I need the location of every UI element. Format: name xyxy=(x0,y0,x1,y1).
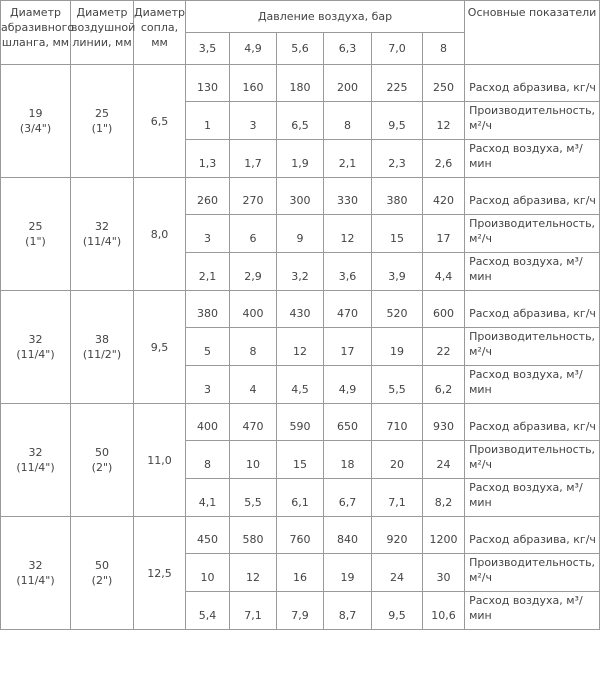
value-cell: 12 xyxy=(230,554,277,592)
air-line-diameter-cell xyxy=(71,517,134,630)
value-cell: 3,9 xyxy=(372,253,423,291)
indicator-label: Расход абразива, кг/ч xyxy=(465,291,600,328)
nozzle-diameter-cell: 8,0 xyxy=(134,178,186,291)
hose-diameter-cell xyxy=(1,178,71,291)
value-cell: 3 xyxy=(186,366,230,404)
value-cell: 590 xyxy=(277,404,324,441)
indicator-label: Расход абразива, кг/ч xyxy=(465,517,600,554)
header-main-indicators: Основные показатели xyxy=(465,1,600,65)
value-cell: 15 xyxy=(372,215,423,253)
value-cell: 5,4 xyxy=(186,592,230,630)
size-inches: (3/4") xyxy=(19,122,52,135)
value-cell: 17 xyxy=(423,215,465,253)
size-mm: 38 xyxy=(95,333,109,346)
size-inches: (11/4") xyxy=(16,574,55,587)
value-cell: 5,5 xyxy=(372,366,423,404)
value-cell: 30 xyxy=(423,554,465,592)
value-cell: 2,3 xyxy=(372,140,423,178)
pressure-value: 7,0 xyxy=(372,33,423,65)
value-cell: 6,5 xyxy=(277,102,324,140)
value-cell: 430 xyxy=(277,291,324,328)
air-line-diameter-cell xyxy=(71,291,134,404)
value-cell: 3 xyxy=(186,215,230,253)
table-row xyxy=(1,404,600,441)
value-cell: 7,1 xyxy=(230,592,277,630)
indicator-label: Расход абразива, кг/ч xyxy=(465,178,600,215)
value-cell: 8 xyxy=(230,328,277,366)
value-cell: 130 xyxy=(186,65,230,102)
indicator-label: Расход абразива, кг/ч xyxy=(465,65,600,102)
pressure-value: 3,5 xyxy=(186,33,230,65)
header-hose-diameter: Диаметр абразивного шланга, мм xyxy=(1,1,71,65)
value-cell: 5 xyxy=(186,328,230,366)
value-cell: 4,9 xyxy=(324,366,372,404)
value-cell: 2,1 xyxy=(186,253,230,291)
value-cell: 1,3 xyxy=(186,140,230,178)
value-cell: 1,7 xyxy=(230,140,277,178)
value-cell: 250 xyxy=(423,65,465,102)
indicator-label: Расход воздуха, м³/мин xyxy=(465,592,600,630)
value-cell: 930 xyxy=(423,404,465,441)
value-cell: 380 xyxy=(372,178,423,215)
value-cell: 1200 xyxy=(423,517,465,554)
size-mm: 32 xyxy=(28,446,43,459)
value-cell: 400 xyxy=(186,404,230,441)
value-cell: 380 xyxy=(186,291,230,328)
size-mm: 32 xyxy=(28,333,43,346)
nozzle-diameter-cell: 9,5 xyxy=(134,291,186,404)
value-cell: 19 xyxy=(372,328,423,366)
value-cell: 4 xyxy=(230,366,277,404)
indicator-label: Расход воздуха, м³/мин xyxy=(465,479,600,517)
header-air-line-diameter: Диаметр воздушной линии, мм xyxy=(71,1,134,65)
air-line-diameter-cell xyxy=(71,65,134,178)
value-cell: 24 xyxy=(372,554,423,592)
value-cell: 8,7 xyxy=(324,592,372,630)
size-mm: 25 xyxy=(95,107,109,120)
table-row xyxy=(1,291,600,328)
indicator-label: Производительность, м²/ч xyxy=(465,215,600,253)
indicator-label: Производительность, м²/ч xyxy=(465,102,600,140)
value-cell: 5,5 xyxy=(230,479,277,517)
size-inches: (11/4") xyxy=(16,348,55,361)
size-mm: 32 xyxy=(28,559,43,572)
value-cell: 760 xyxy=(277,517,324,554)
value-cell: 2,9 xyxy=(230,253,277,291)
value-cell: 17 xyxy=(324,328,372,366)
indicator-label: Расход воздуха, м³/мин xyxy=(465,366,600,404)
value-cell: 4,5 xyxy=(277,366,324,404)
value-cell: 260 xyxy=(186,178,230,215)
value-cell: 10 xyxy=(230,441,277,479)
hose-diameter-cell xyxy=(1,291,71,404)
size-mm: 32 xyxy=(95,220,109,233)
value-cell: 400 xyxy=(230,291,277,328)
value-cell: 650 xyxy=(324,404,372,441)
table-body xyxy=(1,65,600,630)
value-cell: 9,5 xyxy=(372,592,423,630)
value-cell: 8,2 xyxy=(423,479,465,517)
value-cell: 6,1 xyxy=(277,479,324,517)
size-mm: 50 xyxy=(95,559,109,572)
table-row xyxy=(1,65,600,102)
value-cell: 4,1 xyxy=(186,479,230,517)
value-cell: 200 xyxy=(324,65,372,102)
value-cell: 7,9 xyxy=(277,592,324,630)
value-cell: 300 xyxy=(277,178,324,215)
size-inches: (1") xyxy=(91,122,113,135)
value-cell: 2,6 xyxy=(423,140,465,178)
value-cell: 6,2 xyxy=(423,366,465,404)
value-cell: 470 xyxy=(230,404,277,441)
value-cell: 520 xyxy=(372,291,423,328)
value-cell: 6 xyxy=(230,215,277,253)
value-cell: 3 xyxy=(230,102,277,140)
value-cell: 20 xyxy=(372,441,423,479)
hose-diameter-cell xyxy=(1,517,71,630)
indicator-label: Производительность, м²/ч xyxy=(465,328,600,366)
value-cell: 920 xyxy=(372,517,423,554)
air-line-diameter-cell xyxy=(71,178,134,291)
value-cell: 3,6 xyxy=(324,253,372,291)
value-cell: 840 xyxy=(324,517,372,554)
value-cell: 470 xyxy=(324,291,372,328)
value-cell: 24 xyxy=(423,441,465,479)
value-cell: 16 xyxy=(277,554,324,592)
value-cell: 15 xyxy=(277,441,324,479)
table-row xyxy=(1,517,600,554)
value-cell: 10 xyxy=(186,554,230,592)
value-cell: 10,6 xyxy=(423,592,465,630)
value-cell: 710 xyxy=(372,404,423,441)
indicator-label: Производительность, м²/ч xyxy=(465,441,600,479)
value-cell: 19 xyxy=(324,554,372,592)
value-cell: 9 xyxy=(277,215,324,253)
header-nozzle-diameter: Диаметр сопла, мм xyxy=(134,1,186,65)
value-cell: 7,1 xyxy=(372,479,423,517)
size-inches: (11/4") xyxy=(16,461,55,474)
size-mm: 19 xyxy=(28,107,43,120)
value-cell: 1 xyxy=(186,102,230,140)
size-inches: (2") xyxy=(91,574,113,587)
value-cell: 330 xyxy=(324,178,372,215)
pressure-value: 4,9 xyxy=(230,33,277,65)
indicator-label: Производительность, м²/ч xyxy=(465,554,600,592)
value-cell: 2,1 xyxy=(324,140,372,178)
value-cell: 270 xyxy=(230,178,277,215)
size-mm: 50 xyxy=(95,446,109,459)
value-cell: 22 xyxy=(423,328,465,366)
value-cell: 160 xyxy=(230,65,277,102)
pressure-value: 5,6 xyxy=(277,33,324,65)
value-cell: 420 xyxy=(423,178,465,215)
pressure-value: 6,3 xyxy=(324,33,372,65)
value-cell: 4,4 xyxy=(423,253,465,291)
size-inches: (11/4") xyxy=(82,235,122,248)
header-air-pressure: Давление воздуха, бар xyxy=(186,1,465,33)
value-cell: 180 xyxy=(277,65,324,102)
value-cell: 8 xyxy=(186,441,230,479)
size-inches: (1") xyxy=(25,235,46,248)
indicator-label: Расход воздуха, м³/мин xyxy=(465,140,600,178)
value-cell: 580 xyxy=(230,517,277,554)
hose-diameter-cell xyxy=(1,404,71,517)
value-cell: 3,2 xyxy=(277,253,324,291)
value-cell: 225 xyxy=(372,65,423,102)
table-row xyxy=(1,178,600,215)
hose-diameter-cell xyxy=(1,65,71,178)
size-inches: (11/2") xyxy=(82,348,122,361)
value-cell: 450 xyxy=(186,517,230,554)
size-mm: 25 xyxy=(28,220,43,233)
pressure-value: 8 xyxy=(423,33,465,65)
value-cell: 12 xyxy=(423,102,465,140)
indicator-label: Расход абразива, кг/ч xyxy=(465,404,600,441)
value-cell: 1,9 xyxy=(277,140,324,178)
value-cell: 600 xyxy=(423,291,465,328)
nozzle-diameter-cell: 12,5 xyxy=(134,517,186,630)
indicator-label: Расход воздуха, м³/мин xyxy=(465,253,600,291)
air-line-diameter-cell xyxy=(71,404,134,517)
value-cell: 6,7 xyxy=(324,479,372,517)
value-cell: 8 xyxy=(324,102,372,140)
value-cell: 12 xyxy=(324,215,372,253)
value-cell: 18 xyxy=(324,441,372,479)
nozzle-diameter-cell: 6,5 xyxy=(134,65,186,178)
size-inches: (2") xyxy=(91,461,113,474)
value-cell: 12 xyxy=(277,328,324,366)
value-cell: 9,5 xyxy=(372,102,423,140)
nozzle-diameter-cell: 11,0 xyxy=(134,404,186,517)
